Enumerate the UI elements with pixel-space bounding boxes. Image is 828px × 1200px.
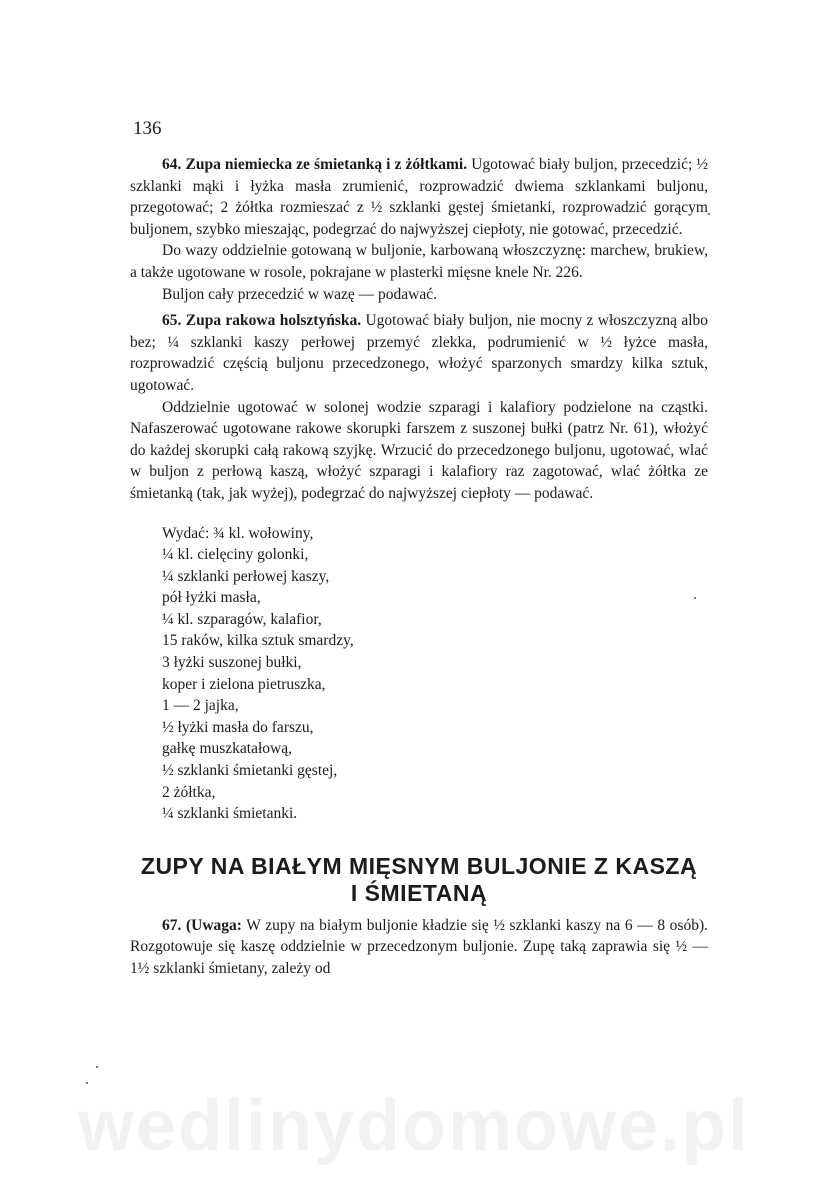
recipe-paragraph: Do wazy oddzielnie gotowaną w buljonie, karbowaną włoszczyznę: marchew, brukiew, a także ugotowane w rosole, pokrajane w plasterki mięsne knele Nr. 226. bbox=[130, 242, 708, 281]
print-speck bbox=[96, 1066, 98, 1068]
recipe-text: Ugotować biały buljon, nie mocny z włoszczyzną albo bez; ¼ szklanki kaszy perłowej przemyć zlekka, podrumienić w ½ łyżce masła, rozprowadzić częścią buljonu przecedzonego, włożyć sparzonych smardzy kilka sztuk, ugotować. bbox=[130, 312, 709, 394]
recipe-heading bbox=[162, 156, 467, 173]
watermark: wedlinydomowe.pl bbox=[77, 1086, 751, 1166]
recipe-paragraph bbox=[130, 915, 708, 980]
ingredient-list bbox=[162, 523, 708, 825]
page-number: 136 bbox=[133, 118, 162, 139]
ingredient-item: ¼ szklanki perłowej kaszy, bbox=[162, 567, 330, 585]
recipe-title: Zupa niemiecka ze śmietanką i z żółtkami. bbox=[185, 156, 468, 173]
ingredient-item: 15 raków, kilka sztuk smardzy, bbox=[162, 632, 354, 650]
note-text: W zupy na białym buljonie kładzie się ½ szklanki kaszy na 6 — 8 osób). Rozgotowuje się kaszę oddzielnie w przecedzonym buljonie. Zupę taką zaprawia się ½ — 1½ szklanki śmietany, zależy od bbox=[130, 916, 708, 977]
print-speck bbox=[86, 1082, 88, 1084]
print-speck bbox=[708, 213, 710, 215]
note-label: (Uwaga: bbox=[185, 916, 242, 934]
ingredient-item: 1 — 2 jajka, bbox=[162, 697, 239, 715]
ingredient-item: ¼ kl. szparagów, kalafior, bbox=[162, 610, 322, 628]
recipe-title: Zupa rakowa holsztyńska. bbox=[185, 312, 362, 330]
print-speck bbox=[694, 597, 696, 599]
recipe-paragraph: Oddzielnie ugotować w solonej wodzie szparagi i kalafiory podzielone na cząstki. Nafaszerować ugotowane rakowe skorupki farszem z suszonej bułki (patrz Nr. 61), włożyć do każdej skorupki całą rakową szyjkę. Wrzucić do przecedzonego buljonu, ugotować, wlać w buljon z perłową kaszą, włożyć szparagi i kalafiory raz zagotować, wlać żółtka ze śmietanką (tak, jak wyżej), podegrzać do najwyższej ciepłoty — podawać. bbox=[130, 398, 708, 502]
recipe-64 bbox=[130, 154, 708, 305]
recipe-text: Ugotować biały buljon, przecedzić; ½ szklanki mąki i łyżka masła zrumienić, rozprowadzić dwiema szklankami buljonu, przegotować; 2 żółtka rozmieszać z ½ szklanki gęstej śmietanki, rozprowadzić gorącym buljonem, szybko mieszając, podegrzać do najwyższej ciepłoty, nie gotować, przecedzić. bbox=[130, 156, 709, 238]
ingredient-item: ½ szklanki śmietanki gęstej, bbox=[162, 762, 338, 780]
recipe-paragraph: Buljon cały przecedzić w wazę — podawać. bbox=[162, 285, 437, 303]
ingredient-item: 2 żółtka, bbox=[162, 783, 216, 801]
note-heading bbox=[162, 917, 242, 934]
recipe-number: 67. bbox=[162, 916, 182, 934]
section-title bbox=[130, 853, 708, 907]
ingredient-item: pół łyżki masła, bbox=[162, 589, 261, 607]
recipe-paragraph bbox=[130, 310, 708, 396]
recipe-number: 65. bbox=[162, 312, 182, 330]
page-body bbox=[130, 154, 708, 985]
ingredient-item: ½ łyżki masła do farszu, bbox=[162, 718, 314, 736]
ingredient-item: 3 łyżki suszonej bułki, bbox=[162, 654, 302, 672]
recipe-65 bbox=[130, 310, 708, 504]
recipe-heading bbox=[162, 312, 361, 329]
recipe-paragraph bbox=[130, 154, 708, 240]
section-title-line-2: I ŚMIETANĄ bbox=[350, 879, 488, 906]
ingredient-item: ¼ szklanki śmietanki. bbox=[162, 805, 298, 823]
recipe-67 bbox=[130, 915, 708, 980]
recipe-number: 64. bbox=[162, 156, 182, 173]
ingredient-item: Wydać: ¾ kl. wołowiny, bbox=[162, 524, 314, 542]
section-title-line-1: ZUPY NA BIAŁYM MIĘSNYM BULJONIE Z KASZĄ bbox=[140, 852, 698, 879]
ingredient-item: gałkę muszkatałową, bbox=[162, 740, 292, 758]
ingredient-item: ¼ kl. cielęciny golonki, bbox=[162, 546, 309, 564]
ingredient-item: koper i zielona pietruszka, bbox=[162, 675, 326, 693]
